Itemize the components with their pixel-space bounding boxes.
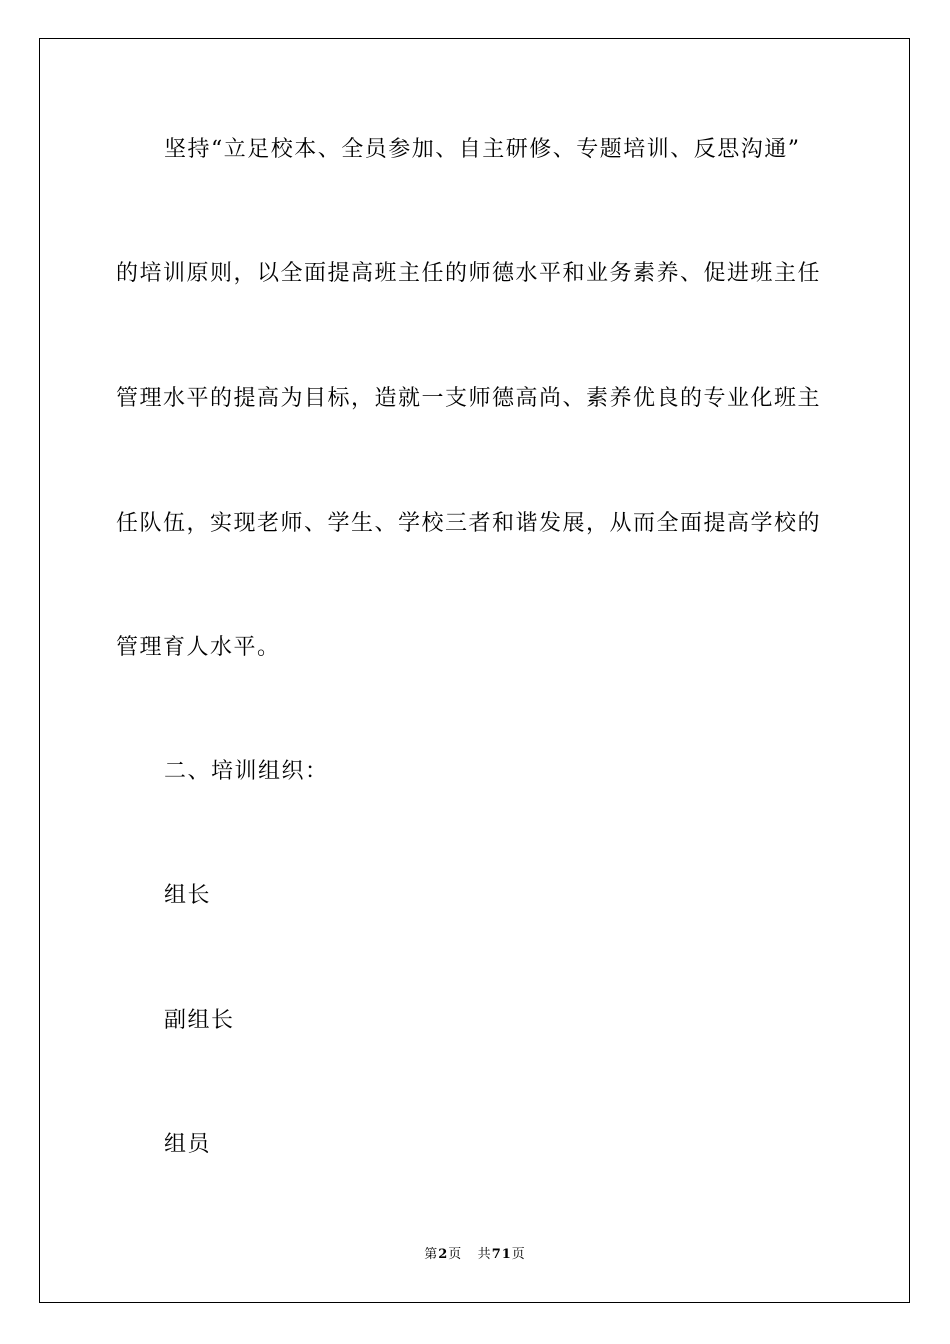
role-leader: 组长	[164, 883, 212, 908]
paragraph-line-1: 坚持“立足校本、全员参加、自主研修、专题培训、反思沟通”	[164, 137, 801, 162]
paragraph-line-2: 的培训原则，以全面提高班主任的师德水平和业务素养、促进班主任	[116, 261, 822, 286]
footer-total-prefix: 共	[477, 1247, 492, 1262]
role-member: 组员	[164, 1132, 212, 1157]
footer-page-prefix: 第	[424, 1247, 439, 1262]
page-footer	[0, 1246, 950, 1264]
paragraph-line-3: 管理水平的提高为目标，造就一支师德高尚、素养优良的专业化班主	[116, 386, 822, 411]
role-deputy-leader: 副组长	[164, 1008, 235, 1033]
paragraph-line-4: 任队伍，实现老师、学生、学校三者和谐发展，从而全面提高学校的	[116, 511, 822, 536]
paragraph-line-5: 管理育人水平。	[116, 635, 281, 660]
footer-total-pages: 71	[491, 1247, 512, 1262]
footer-page-number: 2	[438, 1247, 449, 1262]
footer-page-suffix: 页	[448, 1247, 463, 1262]
footer-total-suffix: 页	[511, 1247, 526, 1262]
page-border	[39, 38, 910, 1303]
section-heading: 二、培训组织：	[164, 759, 329, 784]
